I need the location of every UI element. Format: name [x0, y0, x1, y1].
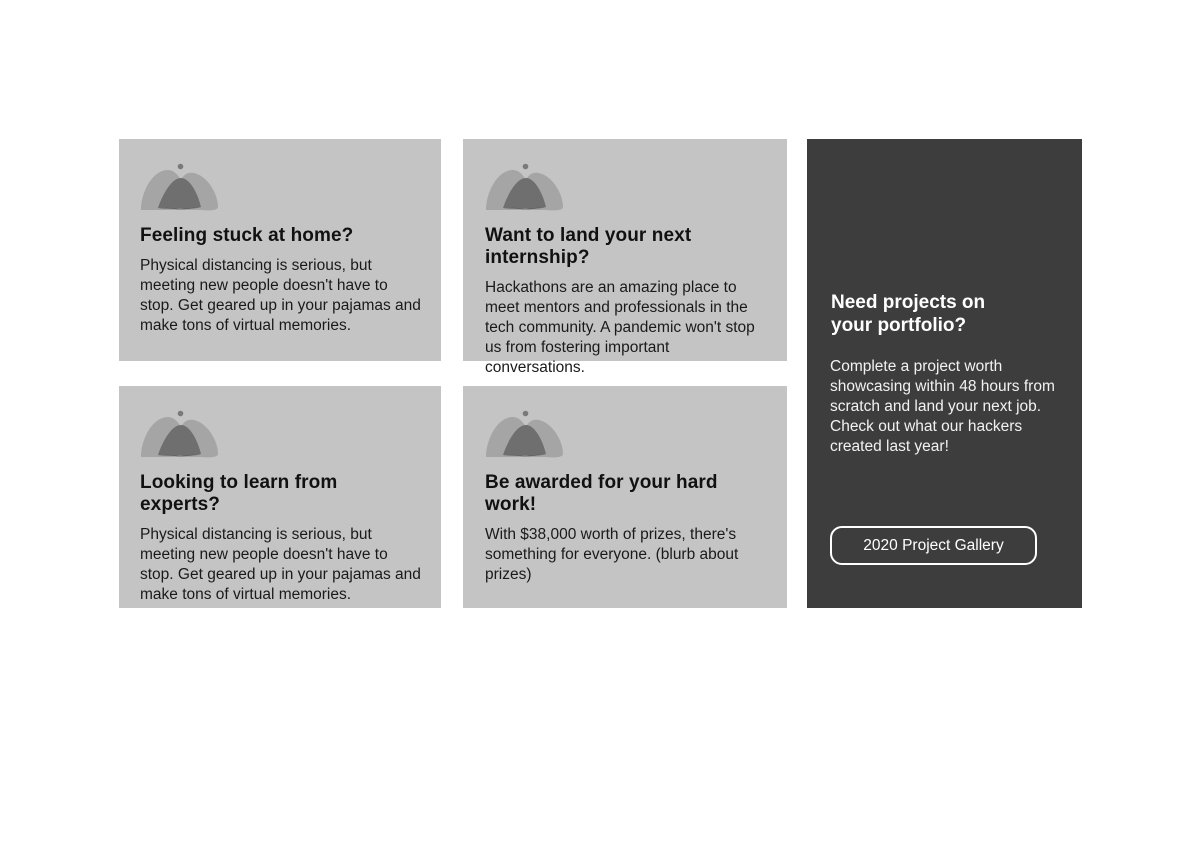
info-card-internship	[463, 139, 787, 376]
card-title: Feeling stuck at home?	[140, 225, 354, 246]
feature-title: Need projects on your portfolio?	[831, 292, 986, 336]
mountain-logo-icon	[140, 163, 220, 211]
portfolio-feature-panel	[807, 139, 1082, 608]
card-description: Physical distancing is serious, but meeting new people doesn't have to stop. Get geared up in your pajamas and make tons of virtual memories.	[140, 526, 421, 603]
info-card-learn-experts	[119, 386, 441, 608]
mountain-logo-icon	[485, 410, 565, 458]
info-card-prizes	[463, 386, 787, 608]
feature-description: Complete a project worth showcasing within 48 hours from scratch and land your next job. Check out what our hackers created last year!	[830, 358, 1055, 455]
card-title: Want to land your next internship?	[485, 225, 692, 268]
card-description: Hackathons are an amazing place to meet mentors and professionals in the tech community. A pandemic won't stop us from fostering important conversations.	[485, 279, 755, 376]
project-gallery-button[interactable]: 2020 Project Gallery	[830, 526, 1037, 565]
mountain-logo-icon	[140, 410, 220, 458]
card-description: With $38,000 worth of prizes, there's something for everyone. (blurb about prizes)	[485, 526, 739, 583]
card-title: Looking to learn from experts?	[140, 472, 338, 515]
card-title: Be awarded for your hard work!	[485, 472, 718, 515]
mountain-logo-icon	[485, 163, 565, 211]
card-description: Physical distancing is serious, but meeting new people doesn't have to stop. Get geared up in your pajamas and make tons of virtual memories.	[140, 257, 421, 334]
info-card-feeling-stuck	[119, 139, 441, 361]
